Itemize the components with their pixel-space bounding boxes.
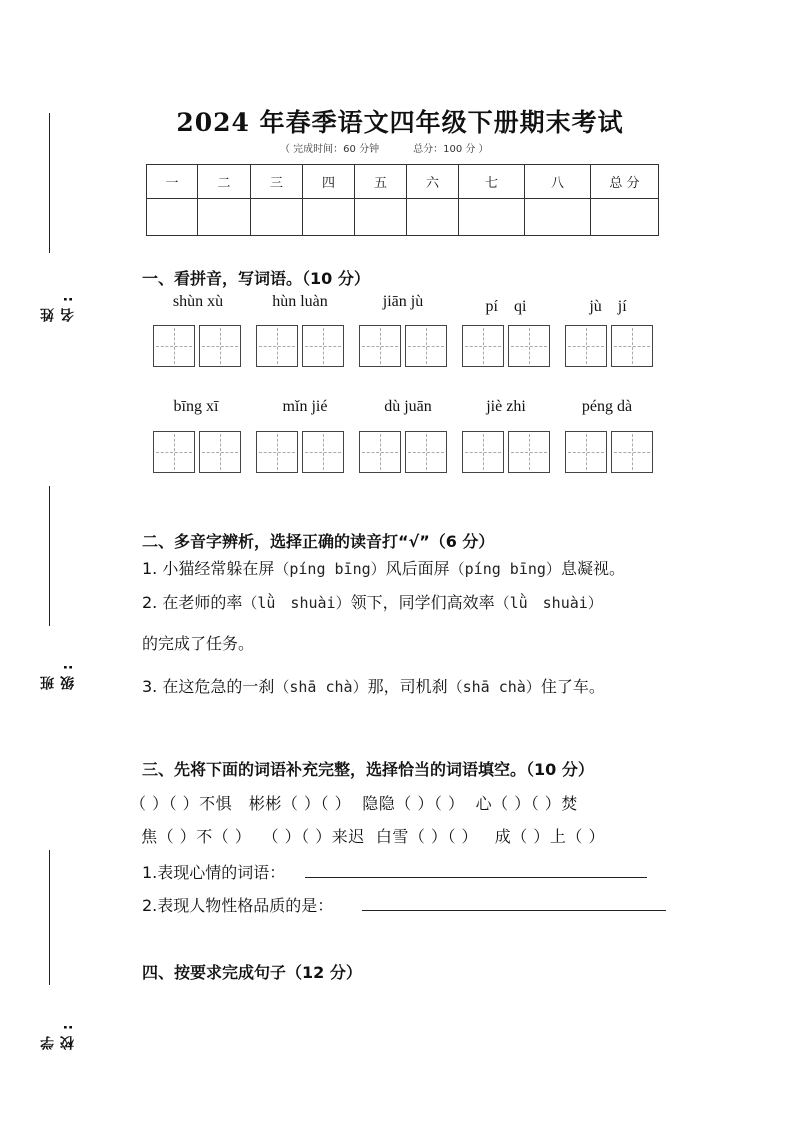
char-box[interactable]: [611, 325, 653, 367]
score-col-5: 五: [355, 165, 407, 199]
name-label: 姓 名:: [40, 290, 76, 322]
score-col-2: 二: [198, 165, 251, 199]
fill-answer-line-2[interactable]: [362, 910, 666, 911]
char-box[interactable]: [256, 325, 298, 367]
fill-answer-line-1[interactable]: [305, 877, 647, 878]
exam-time: （ 完成时间：60 分钟: [280, 144, 380, 155]
score-col-7: 七: [459, 165, 525, 199]
score-cell[interactable]: [303, 199, 355, 236]
pinyin-7: mǐn jié: [282, 398, 328, 415]
q2-text-a: 2. 在老师的率: [142, 593, 243, 612]
char-box[interactable]: [302, 325, 344, 367]
score-cell[interactable]: [355, 199, 407, 236]
char-box[interactable]: [405, 431, 447, 473]
section1-heading: 一、看拼音，写词语。（10 分）: [142, 269, 370, 288]
score-cell[interactable]: [198, 199, 251, 236]
school-label: 学 校:: [40, 1018, 76, 1050]
pinyin-9: jiè zhi: [486, 398, 526, 415]
exam-total: 总分：100 分 ）: [413, 144, 489, 155]
fill-question-2: 2.表现人物性格品质的是：: [142, 896, 334, 915]
question-2-2: [142, 590, 603, 613]
char-box[interactable]: [199, 431, 241, 473]
pinyin-4: pí qi: [485, 298, 527, 315]
q2-text-b: 领下，同学们高效率: [350, 593, 495, 612]
char-box[interactable]: [199, 325, 241, 367]
score-cell[interactable]: [459, 199, 525, 236]
q1-pinyin-2[interactable]: （píng bīng）: [449, 560, 561, 578]
section3-heading: 三、先将下面的词语补充完整，选择恰当的词语填空。（10 分）: [142, 760, 594, 779]
q3-text-b: 那，司机刹: [367, 677, 448, 696]
score-col-total: 总 分: [591, 165, 659, 199]
score-col-8: 八: [525, 165, 591, 199]
char-box[interactable]: [302, 431, 344, 473]
pinyin-1: shùn xù: [172, 293, 224, 310]
q1-text-a: 1. 小猫经常躲在屏: [142, 559, 275, 578]
idioms-line-2: 焦（ ）不（ ） （ ）（ ）来迟 白雪（ ）（ ） 成（ ）上（ ）: [130, 827, 605, 846]
question-2-3: [142, 674, 605, 697]
q2-pinyin-2[interactable]: （lǜ shuài）: [494, 594, 603, 612]
idioms-line-1: （ ）（ ）不惧 彬彬（ ）（ ） 隐隐（ ）（ ） 心（ ）（ ）焚: [130, 794, 578, 813]
pinyin-6: bīng xī: [173, 398, 219, 415]
name-line: [49, 113, 50, 253]
question-2-1: [142, 556, 625, 579]
score-cell[interactable]: [407, 199, 459, 236]
score-col-4: 四: [303, 165, 355, 199]
q1-text-c: 息凝视。: [560, 559, 625, 578]
score-cell[interactable]: [251, 199, 303, 236]
char-box[interactable]: [508, 431, 550, 473]
pinyin-8: dù juān: [384, 398, 432, 415]
char-box[interactable]: [462, 431, 504, 473]
q1-pinyin-1[interactable]: （píng bīng）: [274, 560, 386, 578]
char-box[interactable]: [153, 325, 195, 367]
char-box[interactable]: [256, 431, 298, 473]
score-cell[interactable]: [147, 199, 198, 236]
score-col-1: 一: [147, 165, 198, 199]
char-box[interactable]: [565, 325, 607, 367]
fill-question-1: 1.表现心情的词语：: [142, 863, 286, 882]
char-box[interactable]: [611, 431, 653, 473]
char-box[interactable]: [508, 325, 550, 367]
char-box[interactable]: [565, 431, 607, 473]
char-box[interactable]: [359, 325, 401, 367]
class-label: 班 级:: [40, 658, 76, 690]
section4-heading: 四、按要求完成句子（12 分）: [142, 963, 362, 982]
pinyin-5: jù jí: [589, 298, 627, 315]
class-line: [49, 486, 50, 626]
score-cell[interactable]: [525, 199, 591, 236]
q3-pinyin-2[interactable]: （shā chà）: [447, 678, 541, 696]
q3-pinyin-1[interactable]: （shā chà）: [274, 678, 368, 696]
char-box[interactable]: [405, 325, 447, 367]
score-col-6: 六: [407, 165, 459, 199]
score-header-row: [147, 165, 659, 199]
exam-info: [280, 140, 523, 155]
pinyin-2: hùn luàn: [272, 293, 328, 310]
pinyin-3: jiān jù: [382, 293, 424, 310]
pinyin-10: péng dà: [581, 398, 633, 415]
q2-pinyin-1[interactable]: （lǜ shuài）: [242, 594, 351, 612]
char-box[interactable]: [462, 325, 504, 367]
q3-text-a: 3. 在这危急的一刹: [142, 677, 275, 696]
char-box[interactable]: [359, 431, 401, 473]
q3-text-c: 住了车。: [540, 677, 605, 696]
page-title: 2024 年春季语文四年级下册期末考试: [176, 108, 624, 137]
score-blank-row: [147, 199, 659, 236]
q1-text-b: 风后面屏: [385, 559, 450, 578]
section2-heading: 二、多音字辨析，选择正确的读音打“√”（6 分）: [142, 532, 495, 551]
score-cell[interactable]: [591, 199, 659, 236]
score-table: [146, 164, 659, 236]
char-box[interactable]: [153, 431, 195, 473]
school-line: [49, 850, 50, 985]
question-2-2-cont: 的完成了任务。: [142, 634, 255, 653]
score-col-3: 三: [251, 165, 303, 199]
